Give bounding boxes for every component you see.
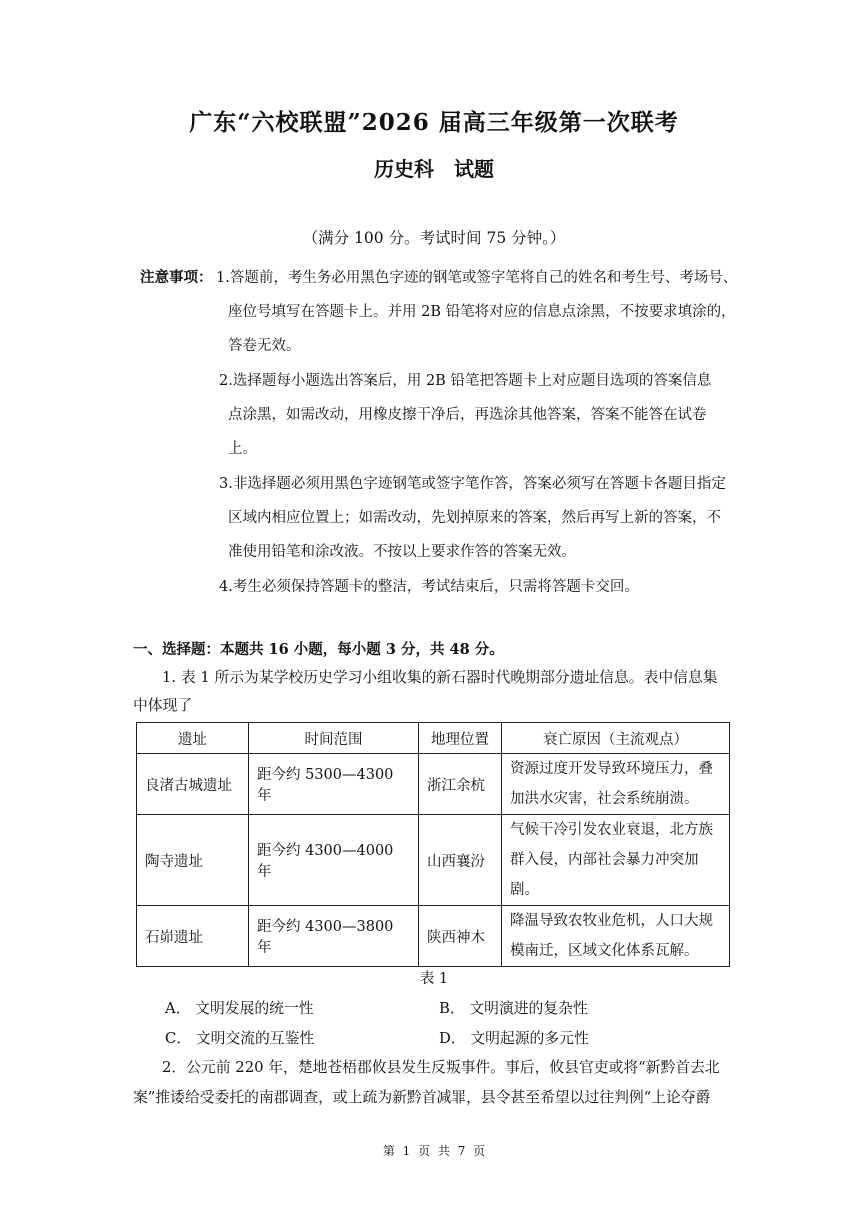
table-row bbox=[137, 815, 730, 906]
notice-line: 答卷无效。 bbox=[228, 338, 301, 354]
cause-line: 气候干冷引发农业衰退，北方族 bbox=[510, 822, 713, 838]
table-row bbox=[137, 754, 730, 815]
header-site: 遗址 bbox=[137, 723, 249, 754]
notice-line: 点涂黑，如需改动，用橡皮擦干净后，再选涂其他答案，答案不能答在试卷 bbox=[228, 407, 707, 423]
cause-line: 加洪水灾害，社会系统崩溃。 bbox=[510, 791, 699, 807]
notice-line: 上。 bbox=[228, 441, 257, 457]
cell-cause bbox=[502, 754, 730, 815]
cell-place: 山西襄汾 bbox=[419, 815, 502, 906]
cause-line: 降温导致农牧业危机，人口大规 bbox=[510, 913, 713, 929]
exam-title: 广东“六校联盟”2026 届高三年级第一次联考 bbox=[189, 109, 679, 136]
q2-stem-cont: 案”推诿给受委托的南郡调查，或上疏为新黔首减罪，县令甚至希望以过往判例“上论夺爵 bbox=[133, 1089, 711, 1106]
page-footer: 第 1 页 共 7 页 bbox=[382, 1144, 486, 1158]
q2-stem: 2．公元前 220 年，楚地苍梧郡攸县发生反叛事件。事后，攸县官吏或将“新黔首去北 bbox=[162, 1059, 720, 1076]
notice-line: 4.考生必须保持答题卡的整洁，考试结束后，只需将答题卡交回。 bbox=[219, 579, 639, 595]
notice-line: 2.选择题每小题选出答案后，用 2B 铅笔把答题卡上对应题目选项的答案信息 bbox=[219, 373, 712, 389]
cell-time: 距今约 5300—4300 年 bbox=[249, 754, 419, 815]
cell-site: 陶寺遗址 bbox=[137, 815, 249, 906]
option-c: C． 文明交流的互鉴性 bbox=[165, 1030, 315, 1047]
cell-place: 陕西神木 bbox=[419, 906, 502, 967]
q1-stem: 1. 表 1 所示为某学校历史学习小组收集的新石器时代晚期部分遗址信息。表中信息集 bbox=[162, 669, 718, 686]
sites-table bbox=[136, 722, 730, 967]
table-row bbox=[137, 906, 730, 967]
cell-place: 浙江余杭 bbox=[419, 754, 502, 815]
exam-subtitle: 历史科 试题 bbox=[374, 157, 494, 181]
cell-site: 良渚古城遗址 bbox=[137, 754, 249, 815]
cause-line: 剧。 bbox=[510, 882, 539, 898]
cell-site: 石峁遗址 bbox=[137, 906, 249, 967]
notice-label: 注意事项： bbox=[140, 269, 213, 286]
notice-line: 1.答题前，考生务必用黑色字迹的钢笔或签字笔将自己的姓名和考生号、考场号、 bbox=[216, 270, 738, 286]
cell-time: 距今约 4300—4000 年 bbox=[249, 815, 419, 906]
q1-stem-cont: 中体现了 bbox=[133, 697, 193, 714]
section-heading: 一、选择题：本题共 16 小题，每小题 3 分，共 48 分。 bbox=[133, 641, 504, 658]
header-place: 地理位置 bbox=[419, 723, 502, 754]
cell-cause bbox=[502, 815, 730, 906]
cell-time: 距今约 4300—3800 年 bbox=[249, 906, 419, 967]
exam-meta: （满分 100 分。考试时间 75 分钟。） bbox=[302, 229, 566, 247]
option-b: B． 文明演进的复杂性 bbox=[439, 1000, 588, 1017]
table-header-row bbox=[137, 723, 730, 754]
table-caption: 表 1 bbox=[419, 971, 449, 987]
notice-line: 区域内相应位置上；如需改动，先划掉原来的答案，然后再写上新的答案，不 bbox=[228, 510, 721, 526]
option-d: D． 文明起源的多元性 bbox=[439, 1030, 589, 1047]
cause-line: 群入侵，内部社会暴力冲突加 bbox=[510, 852, 699, 868]
option-a: A． 文明发展的统一性 bbox=[165, 1000, 314, 1017]
notice-line: 座位号填写在答题卡上。并用 2B 铅笔将对应的信息点涂黑，不按要求填涂的， bbox=[228, 304, 736, 320]
notice-line: 准使用铅笔和涂改液。不按以上要求作答的答案无效。 bbox=[228, 544, 576, 560]
cause-line: 模南迁，区域文化体系瓦解。 bbox=[510, 943, 699, 959]
header-time: 时间范围 bbox=[249, 723, 419, 754]
cell-cause bbox=[502, 906, 730, 967]
header-cause: 衰亡原因（主流观点） bbox=[502, 723, 730, 754]
notice-line: 3.非选择题必须用黑色字迹钢笔或签字笔作答，答案必须写在答题卡各题目指定 bbox=[219, 476, 726, 492]
cause-line: 资源过度开发导致环境压力，叠 bbox=[510, 761, 713, 777]
